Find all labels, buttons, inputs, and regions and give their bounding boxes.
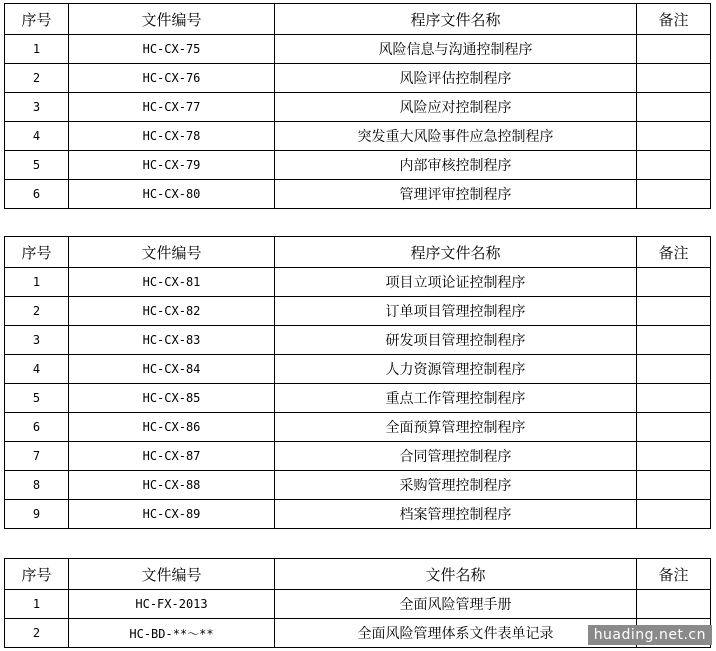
procedure-table-1 [4, 3, 711, 209]
cell-code: HC-CX-75 [69, 35, 275, 64]
cell-name: 全面风险管理体系文件表单记录 [275, 619, 637, 648]
cell-name: 订单项目管理控制程序 [275, 297, 637, 326]
cell-code: HC-CX-78 [69, 122, 275, 151]
cell-code: HC-BD-**～** [69, 619, 275, 648]
cell-name: 合同管理控制程序 [275, 442, 637, 471]
cell-remark [637, 355, 711, 384]
header-remark: 备注 [637, 559, 711, 590]
cell-no: 2 [5, 619, 69, 648]
cell-name: 全面预算管理控制程序 [275, 413, 637, 442]
cell-name: 人力资源管理控制程序 [275, 355, 637, 384]
cell-no: 5 [5, 384, 69, 413]
header-file-name: 文件名称 [275, 559, 637, 590]
cell-code: HC-CX-86 [69, 413, 275, 442]
cell-remark [637, 500, 711, 529]
table-row [5, 442, 711, 471]
cell-remark [637, 180, 711, 209]
cell-no: 2 [5, 297, 69, 326]
header-file-name: 程序文件名称 [275, 237, 637, 268]
cell-remark [637, 64, 711, 93]
cell-no: 6 [5, 413, 69, 442]
cell-name: 风险评估控制程序 [275, 64, 637, 93]
cell-name: 研发项目管理控制程序 [275, 326, 637, 355]
cell-remark [637, 384, 711, 413]
header-file-code: 文件编号 [69, 237, 275, 268]
cell-remark [637, 442, 711, 471]
cell-no: 1 [5, 590, 69, 619]
cell-remark [637, 413, 711, 442]
cell-remark [637, 93, 711, 122]
cell-remark [637, 297, 711, 326]
cell-no: 1 [5, 35, 69, 64]
cell-name: 全面风险管理手册 [275, 590, 637, 619]
table-row [5, 355, 711, 384]
cell-code: HC-CX-84 [69, 355, 275, 384]
cell-name: 项目立项论证控制程序 [275, 268, 637, 297]
cell-remark [637, 590, 711, 619]
table-body [5, 237, 711, 529]
cell-no: 8 [5, 471, 69, 500]
table-row [5, 64, 711, 93]
table-row [5, 384, 711, 413]
cell-code: HC-CX-77 [69, 93, 275, 122]
cell-remark [637, 122, 711, 151]
header-file-code: 文件编号 [69, 559, 275, 590]
table-row [5, 297, 711, 326]
table-header-row [5, 237, 711, 268]
header-remark: 备注 [637, 4, 711, 35]
cell-name: 突发重大风险事件应急控制程序 [275, 122, 637, 151]
cell-code: HC-CX-82 [69, 297, 275, 326]
cell-code: HC-CX-76 [69, 64, 275, 93]
cell-no: 6 [5, 180, 69, 209]
cell-name: 内部审核控制程序 [275, 151, 637, 180]
cell-name: 重点工作管理控制程序 [275, 384, 637, 413]
procedure-table-2 [4, 236, 711, 529]
table-row [5, 413, 711, 442]
cell-name: 管理评审控制程序 [275, 180, 637, 209]
cell-remark [637, 35, 711, 64]
watermark-label: huading.net.cn [588, 625, 712, 645]
cell-no: 7 [5, 442, 69, 471]
cell-remark [637, 151, 711, 180]
table-row [5, 500, 711, 529]
cell-remark [637, 268, 711, 297]
table-row [5, 471, 711, 500]
table-row [5, 326, 711, 355]
cell-code: HC-CX-85 [69, 384, 275, 413]
header-remark: 备注 [637, 237, 711, 268]
table-body [5, 4, 711, 209]
table-row [5, 180, 711, 209]
cell-code: HC-CX-88 [69, 471, 275, 500]
cell-remark [637, 471, 711, 500]
cell-no: 1 [5, 268, 69, 297]
cell-no: 3 [5, 326, 69, 355]
cell-no: 4 [5, 122, 69, 151]
table-header-row [5, 4, 711, 35]
cell-code: HC-CX-79 [69, 151, 275, 180]
cell-remark [637, 326, 711, 355]
cell-code: HC-CX-81 [69, 268, 275, 297]
cell-code: HC-CX-83 [69, 326, 275, 355]
cell-name: 风险应对控制程序 [275, 93, 637, 122]
table-row [5, 93, 711, 122]
cell-no: 3 [5, 93, 69, 122]
cell-name: 采购管理控制程序 [275, 471, 637, 500]
cell-no: 9 [5, 500, 69, 529]
header-seq: 序号 [5, 237, 69, 268]
cell-code: HC-CX-89 [69, 500, 275, 529]
header-seq: 序号 [5, 559, 69, 590]
table-row [5, 590, 711, 619]
cell-code: HC-CX-87 [69, 442, 275, 471]
cell-code: HC-CX-80 [69, 180, 275, 209]
cell-name: 风险信息与沟通控制程序 [275, 35, 637, 64]
cell-no: 4 [5, 355, 69, 384]
table-row [5, 268, 711, 297]
cell-no: 5 [5, 151, 69, 180]
table-header-row [5, 559, 711, 590]
table-row [5, 122, 711, 151]
cell-no: 2 [5, 64, 69, 93]
header-file-name: 程序文件名称 [275, 4, 637, 35]
cell-name: 档案管理控制程序 [275, 500, 637, 529]
table-row [5, 35, 711, 64]
table-row [5, 151, 711, 180]
header-seq: 序号 [5, 4, 69, 35]
header-file-code: 文件编号 [69, 4, 275, 35]
cell-code: HC-FX-2013 [69, 590, 275, 619]
